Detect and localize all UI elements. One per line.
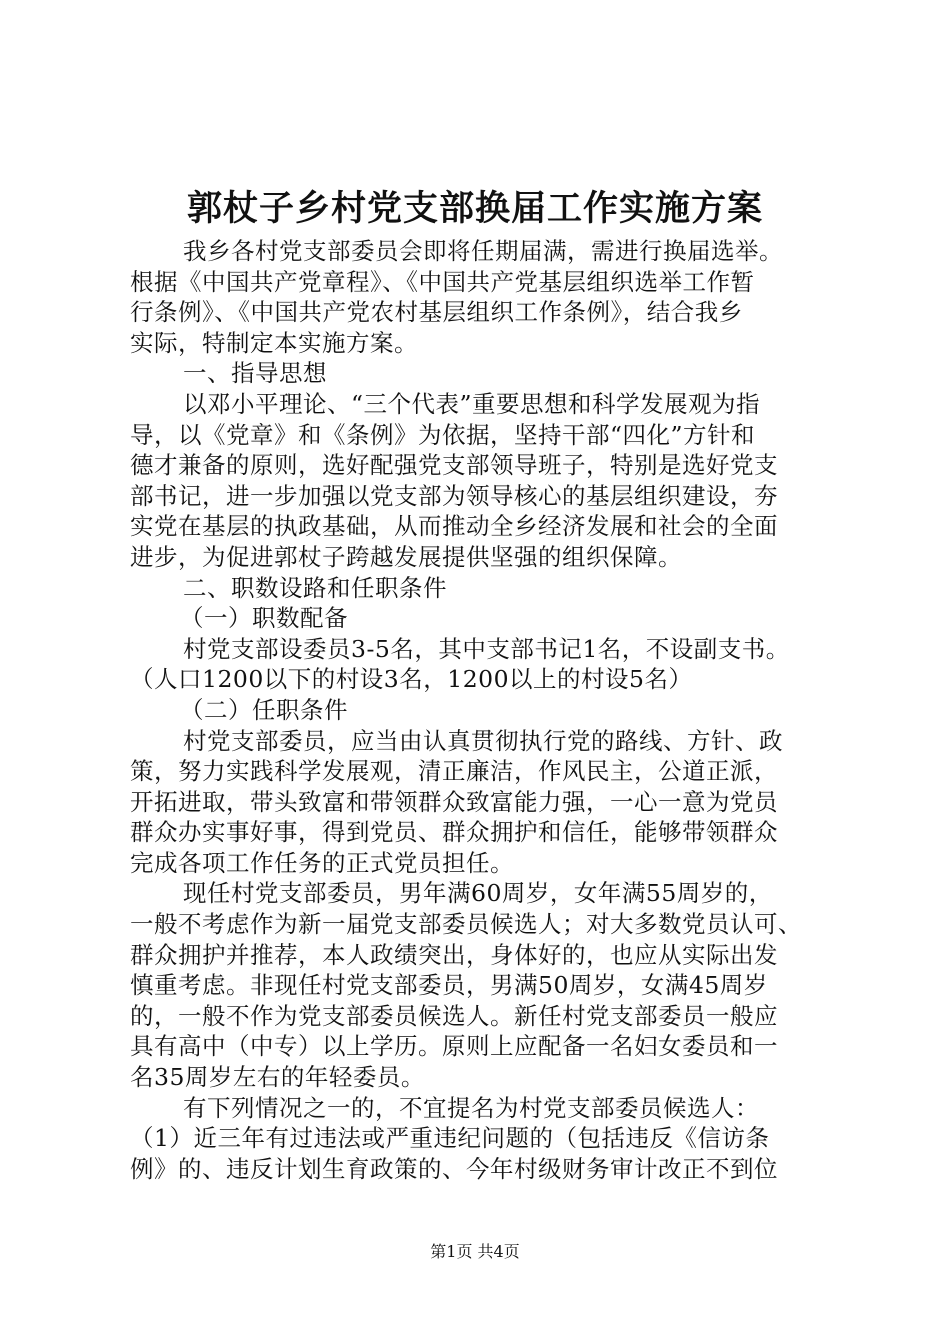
page-number-footer: 第1页 共4页 bbox=[430, 1242, 520, 1261]
text-line: 一般不考虑作为新一届党支部委员候选人；对大多数党员认可、 bbox=[130, 910, 802, 939]
text-line: 完成各项工作任务的正式党员担任。 bbox=[130, 848, 514, 877]
section-heading: 二、职数设路和任职条件 bbox=[183, 573, 447, 602]
subsection-heading: （二）任职条件 bbox=[180, 695, 348, 724]
text-line: （1）近三年有过违法或严重违纪问题的（包括违反《信访条 bbox=[130, 1124, 770, 1153]
document-body bbox=[130, 236, 830, 1184]
text-line: 部书记，进一步加强以党支部为领导核心的基层组织建设，夯 bbox=[130, 481, 778, 510]
text-line: 具有高中（中专）以上学历。原则上应配备一名妇女委员和一 bbox=[130, 1032, 778, 1061]
text-line: 开拓进取，带头致富和带领群众致富能力强，一心一意为党员 bbox=[130, 787, 778, 816]
text-line: 导，以《党章》和《条例》为依据，坚持干部“四化”方针和 bbox=[130, 420, 756, 449]
text-line: 进步，为促进郭杖子跨越发展提供坚强的组织保障。 bbox=[130, 542, 682, 571]
text-line: 实党在基层的执政基础，从而推动全乡经济发展和社会的全面 bbox=[130, 512, 778, 541]
text-line: 德才兼备的原则，选好配强党支部领导班子，特别是选好党支 bbox=[130, 451, 778, 480]
text-line: 村党支部设委员3-5名，其中支部书记1名，不设副支书。 bbox=[183, 634, 790, 663]
text-line: 群众拥护并推荐，本人政绩突出，身体好的，也应从实际出发 bbox=[130, 940, 778, 969]
text-line: 实际，特制定本实施方案。 bbox=[130, 328, 418, 357]
text-line: 现任村党支部委员，男年满60周岁，女年满55周岁的， bbox=[183, 879, 773, 908]
text-line: 村党支部委员，应当由认真贯彻执行党的路线、方针、政 bbox=[183, 726, 783, 755]
text-line: 我乡各村党支部委员会即将任期届满，需进行换届选举。 bbox=[183, 237, 783, 265]
text-line: 有下列情况之一的，不宜提名为村党支部委员候选人： bbox=[183, 1093, 759, 1122]
text-line: 以邓小平理论、“三个代表”重要思想和科学发展观为指 bbox=[183, 389, 761, 418]
text-line: 慎重考虑。非现任村党支部委员，男满50周岁，女满45周岁 bbox=[130, 971, 768, 1000]
text-line: 例》的、违反计划生育政策的、今年村级财务审计改正不到位 bbox=[130, 1154, 778, 1183]
section-heading: 一、指导思想 bbox=[183, 359, 327, 388]
text-line: 名35周岁左右的年轻委员。 bbox=[130, 1063, 425, 1092]
text-line: 根据《中国共产党章程》、《中国共产党基层组织选举工作暂 bbox=[130, 267, 755, 296]
text-line: （人口1200以下的村设3名，1200以上的村设5名） bbox=[130, 665, 693, 694]
subsection-heading: （一）职数配备 bbox=[180, 604, 348, 633]
text-line: 策，努力实践科学发展观，清正廉洁，作风民主，公道正派， bbox=[130, 757, 778, 786]
text-line: 群众办实事好事，得到党员、群众拥护和信任，能够带领群众 bbox=[130, 818, 778, 847]
page-title: 郭杖子乡村党支部换届工作实施方案 bbox=[186, 188, 763, 229]
text-line: 的，一般不作为党支部委员候选人。新任村党支部委员一般应 bbox=[130, 1001, 778, 1030]
text-line: 行条例》、《中国共产党农村基层组织工作条例》，结合我乡 bbox=[130, 298, 743, 327]
